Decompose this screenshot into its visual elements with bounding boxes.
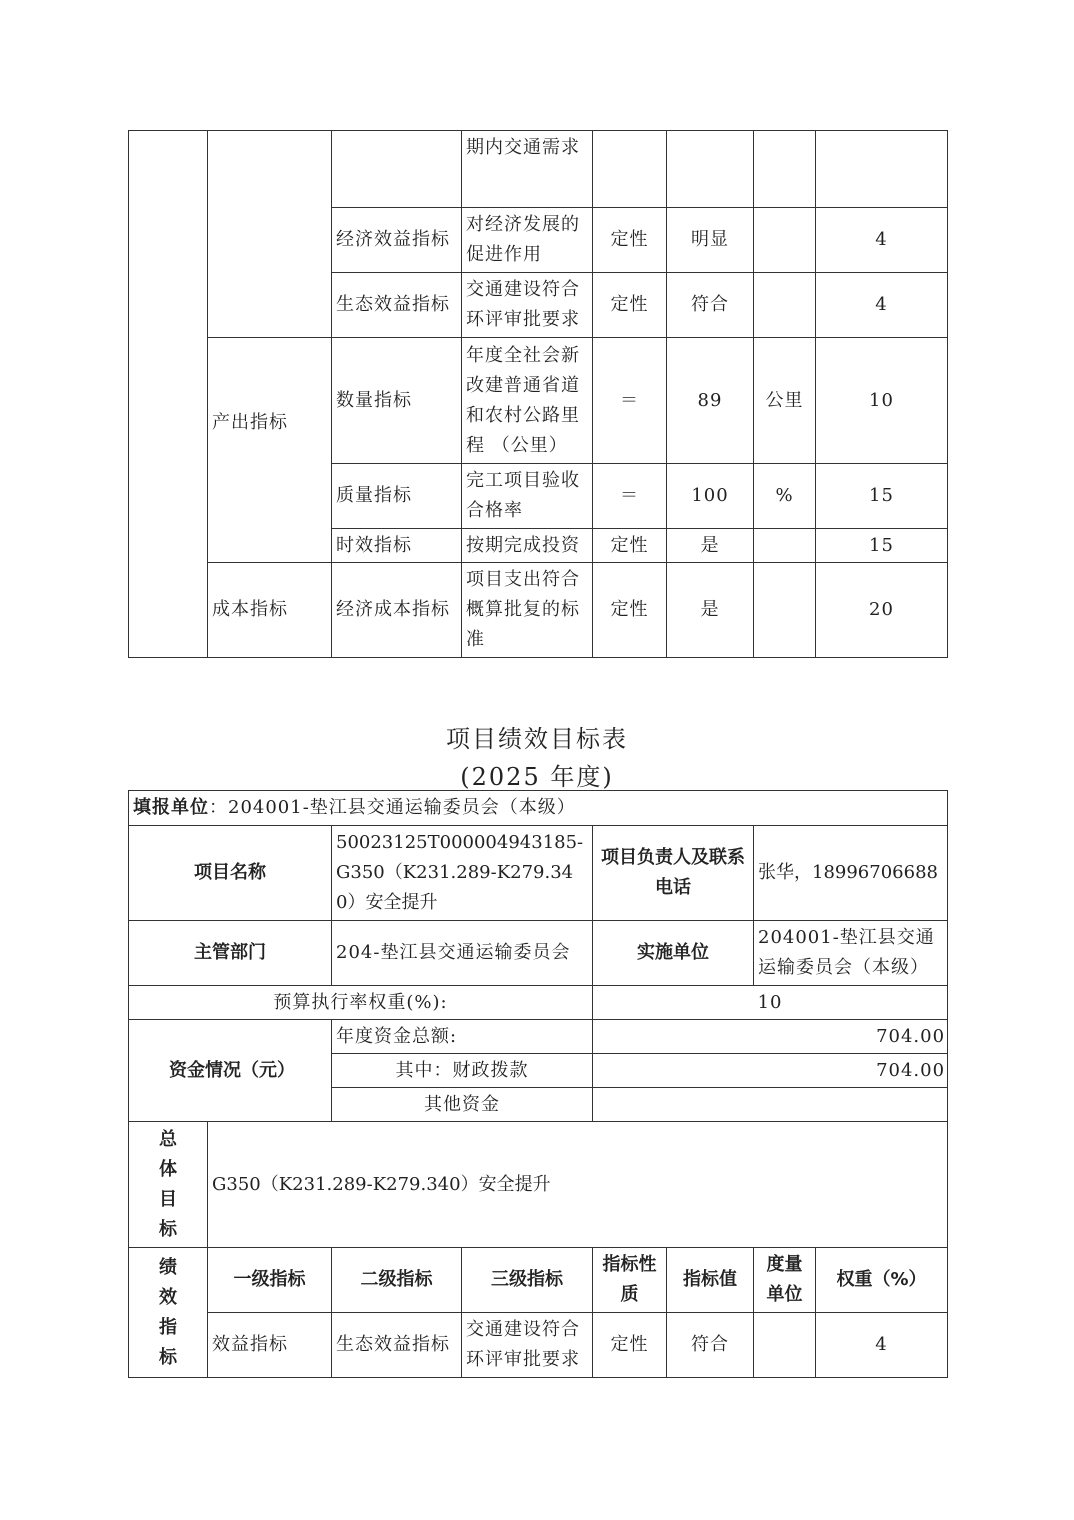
impl-value: 204001-垫江县交通运输委员会（本级） xyxy=(754,921,948,986)
indicator-weight: 15 xyxy=(816,464,948,529)
indicator-unit xyxy=(754,273,816,338)
reporting-unit: 填报单位：204001-垫江县交通运输委员会（本级） xyxy=(129,791,948,826)
indicator-weight: 4 xyxy=(816,1313,948,1378)
table-row xyxy=(129,1248,948,1313)
goal-value: G350（K231.289-K279.340）安全提升 xyxy=(208,1122,948,1248)
table-row xyxy=(129,826,948,921)
indicator-value: 是 xyxy=(667,563,754,658)
table-row xyxy=(129,131,948,208)
indicator-level3: 按期完成投资 xyxy=(462,529,593,563)
indicator-level2: 生态效益指标 xyxy=(332,1313,462,1378)
funds-other-value xyxy=(593,1088,948,1122)
indicator-level3: 对经济发展的促进作用 xyxy=(462,208,593,273)
table-row xyxy=(129,921,948,986)
header-value: 指标值 xyxy=(667,1248,754,1313)
indicator-nature: 定性 xyxy=(593,529,667,563)
table-row xyxy=(129,563,948,658)
indicator-value: 符合 xyxy=(667,1313,754,1378)
document-year: (2025 年度) xyxy=(460,763,614,791)
indicator-nature: 定性 xyxy=(593,563,667,658)
impl-label: 实施单位 xyxy=(593,921,754,986)
indicator-level3: 完工项目验收合格率 xyxy=(462,464,593,529)
leader-label: 项目负责人及联系电话 xyxy=(593,826,754,921)
goal-label: 总 体 目 标 xyxy=(129,1122,208,1248)
indicator-level3: 交通建设符合环评审批要求 xyxy=(462,1313,593,1378)
indicator-value: 89 xyxy=(667,338,754,464)
table-row xyxy=(129,338,948,464)
indicator-level2: 时效指标 xyxy=(332,529,462,563)
header-nature: 指标性质 xyxy=(593,1248,667,1313)
header-unit: 度量单位 xyxy=(754,1248,816,1313)
indicator-table-continued xyxy=(128,130,948,658)
indicator-unit: 公里 xyxy=(754,338,816,464)
dept-value: 204-垫江县交通运输委员会 xyxy=(332,921,593,986)
indicator-level3: 项目支出符合概算批复的标准 xyxy=(462,563,593,658)
blank-cell xyxy=(129,131,208,658)
indicator-unit xyxy=(754,1313,816,1378)
indicator-nature: 定性 xyxy=(593,273,667,338)
funds-label: 资金情况（元） xyxy=(129,1020,332,1122)
funds-total-label: 年度资金总额: xyxy=(332,1020,593,1054)
indicator-level2: 生态效益指标 xyxy=(332,273,462,338)
document-title: 项目绩效目标表 xyxy=(446,725,628,753)
indicator-level1: 产出指标 xyxy=(208,338,332,563)
funds-fiscal-value: 704.00 xyxy=(593,1054,948,1088)
budget-weight-label: 预算执行率权重(%): xyxy=(129,986,593,1020)
blank-cell xyxy=(332,131,462,208)
indicator-level2: 经济成本指标 xyxy=(332,563,462,658)
indicator-nature: ＝ xyxy=(593,464,667,529)
perf-label: 绩 效 指 标 xyxy=(129,1248,208,1378)
indicator-level3: 期内交通需求 xyxy=(462,131,593,208)
blank-cell xyxy=(208,131,332,338)
header-level3: 三级指标 xyxy=(462,1248,593,1313)
indicator-weight: 4 xyxy=(816,208,948,273)
indicator-unit: % xyxy=(754,464,816,529)
performance-target-table xyxy=(128,790,948,1378)
funds-total-value: 704.00 xyxy=(593,1020,948,1054)
project-name-label: 项目名称 xyxy=(129,826,332,921)
indicator-level2: 经济效益指标 xyxy=(332,208,462,273)
indicator-nature: 定性 xyxy=(593,208,667,273)
indicator-level1: 效益指标 xyxy=(208,1313,332,1378)
leader-value: 张华，18996706688 xyxy=(754,826,948,921)
header-level1: 一级指标 xyxy=(208,1248,332,1313)
table-row xyxy=(129,986,948,1020)
budget-weight-value: 10 xyxy=(593,986,948,1020)
funds-other-label: 其他资金 xyxy=(332,1088,593,1122)
funds-fiscal-label: 其中：财政拨款 xyxy=(332,1054,593,1088)
header-level2: 二级指标 xyxy=(332,1248,462,1313)
table-row xyxy=(129,1122,948,1248)
indicator-nature: ＝ xyxy=(593,338,667,464)
indicator-weight: 20 xyxy=(816,563,948,658)
indicator-weight: 10 xyxy=(816,338,948,464)
table-row xyxy=(129,1020,948,1054)
project-name-value: 50023125T000004943185-G350（K231.289-K279.340）安全提升 xyxy=(332,826,593,921)
indicator-nature: 定性 xyxy=(593,1313,667,1378)
indicator-weight: 15 xyxy=(816,529,948,563)
indicator-value: 是 xyxy=(667,529,754,563)
indicator-value: 符合 xyxy=(667,273,754,338)
indicator-level3: 年度全社会新改建普通省道和农村公路里程 （公里） xyxy=(462,338,593,464)
indicator-unit xyxy=(754,208,816,273)
header-weight: 权重（%） xyxy=(816,1248,948,1313)
table-row xyxy=(129,1313,948,1378)
indicator-unit xyxy=(754,529,816,563)
indicator-level1: 成本指标 xyxy=(208,563,332,658)
indicator-weight: 4 xyxy=(816,273,948,338)
indicator-value: 100 xyxy=(667,464,754,529)
dept-label: 主管部门 xyxy=(129,921,332,986)
indicator-level3: 交通建设符合环评审批要求 xyxy=(462,273,593,338)
indicator-value: 明显 xyxy=(667,208,754,273)
indicator-level2: 质量指标 xyxy=(332,464,462,529)
table-row xyxy=(129,791,948,826)
indicator-unit xyxy=(754,563,816,658)
indicator-level2: 数量指标 xyxy=(332,338,462,464)
